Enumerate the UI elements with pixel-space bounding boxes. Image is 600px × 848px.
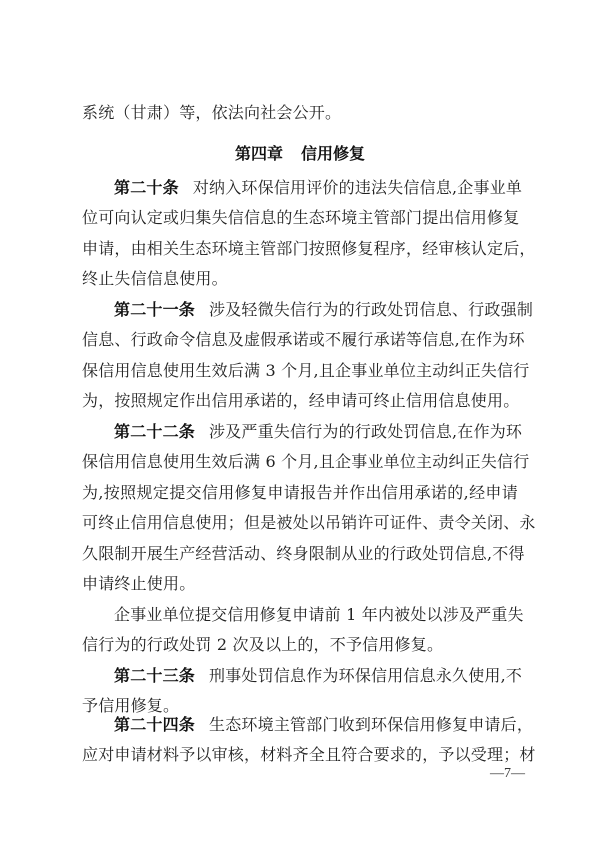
article-21-line-2: 信息、行政命令信息及虚假承诺或不履行承诺等信息,在作为环 [82, 330, 525, 349]
chapter-heading [0, 141, 600, 164]
article-22-line-4: 可终止信用信息使用；但是被处以吊销许可证件、责令关闭、永 [82, 513, 536, 532]
paragraph-line-2: 信行为的行政处罚 2 次及以上的，不予信用修复。 [82, 635, 444, 654]
article-text: 涉及轻微失信行为的行政处罚信息、行政强制 [209, 300, 534, 319]
article-20-line-1 [114, 178, 523, 198]
article-label: 第二十条 [114, 178, 179, 197]
article-22-line-6: 申请终止使用。 [82, 574, 196, 593]
article-text: 对纳入环保信用评价的违法失信信息,企事业单 [192, 178, 523, 197]
chapter-number: 第四章 [234, 144, 283, 163]
article-20-line-4: 终止失信信息使用。 [82, 269, 228, 288]
chapter-title: 信用修复 [301, 144, 366, 163]
article-text: 生态环境主管部门收到环保信用修复申请后， [209, 715, 534, 734]
article-text: 涉及严重失信行为的行政处罚信息,在作为环 [209, 422, 523, 441]
article-22-line-2: 保信用信息使用生效后满 6 个月,且企事业单位主动纠正失信行 [82, 452, 530, 471]
article-24-line-2: 应对申请材料予以审核，材料齐全且符合要求的，予以受理；材 [82, 745, 536, 764]
page-number: —7— [490, 766, 525, 781]
article-label: 第二十三条 [114, 666, 196, 685]
article-label: 第二十四条 [114, 715, 196, 734]
article-22-line-3: 为,按照规定提交信用修复申请报告并作出信用承诺的,经申请 [82, 483, 518, 502]
article-22-line-5: 久限制开展生产经营活动、终身限制从业的行政处罚信息,不得 [82, 544, 525, 563]
article-23-line-2: 予信用修复。 [82, 696, 180, 715]
article-text: 刑事处罚信息作为环保信用信息永久使用,不 [209, 666, 523, 685]
article-20-line-2: 位可向认定或归集失信信息的生态环境主管部门提出信用修复 [82, 208, 520, 227]
continuation-text: 系统（甘肃）等，依法向社会公开。 [82, 103, 342, 122]
article-24-line-1 [114, 715, 534, 735]
paragraph-line-1: 企事业单位提交信用修复申请前 1 年内被处以涉及严重失 [114, 605, 524, 624]
article-label: 第二十二条 [114, 422, 196, 441]
article-23-line-1 [114, 666, 523, 686]
article-label: 第二十一条 [114, 300, 196, 319]
article-20-line-3: 申请，由相关生态环境主管部门按照修复程序，经审核认定后， [82, 239, 536, 258]
article-21-line-1 [114, 300, 534, 320]
article-21-line-3: 保信用信息使用生效后满 3 个月,且企事业单位主动纠正失信行 [82, 361, 530, 380]
article-21-line-4: 为，按照规定作出信用承诺的，经申请可终止信用信息使用。 [82, 391, 520, 410]
article-22-line-1 [114, 422, 523, 442]
